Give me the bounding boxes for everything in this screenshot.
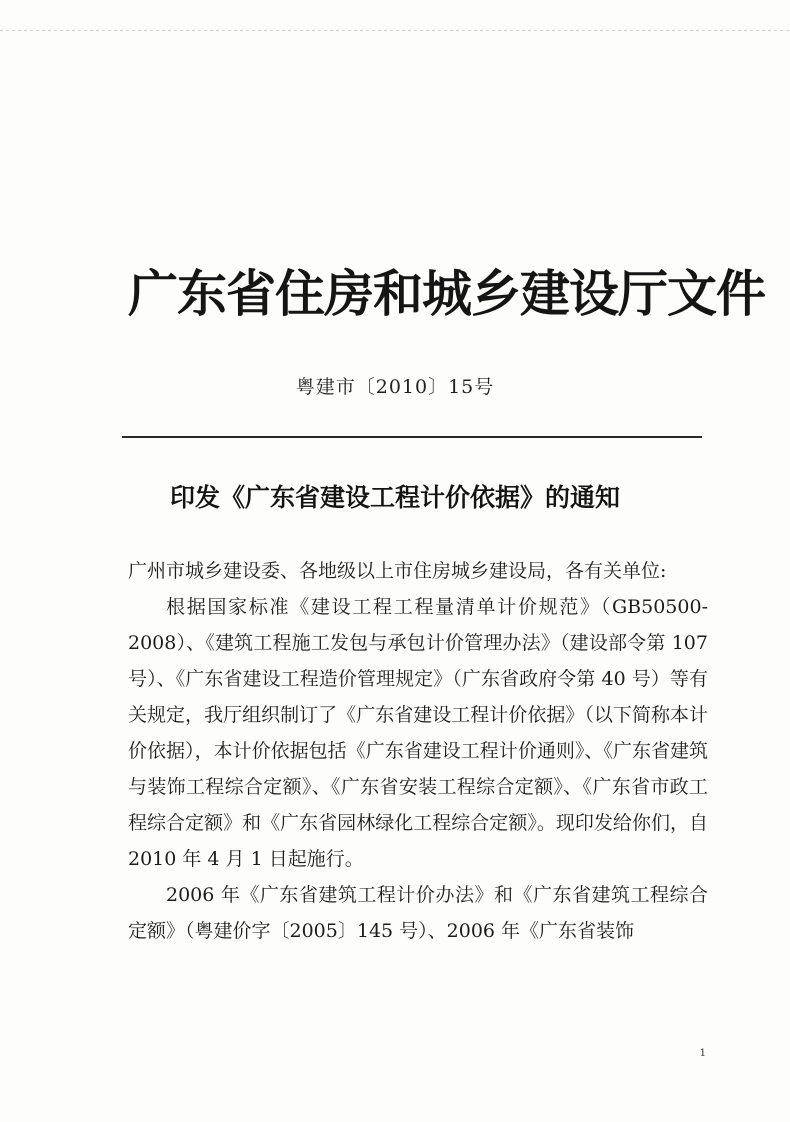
scan-edge-line: [0, 30, 790, 31]
notice-title: 印发《广东省建设工程计价依据》的通知: [169, 483, 620, 512]
paragraph-1: 根据国家标准《建设工程工程量清单计价规范》（GB50500-2008）、《建筑工程施工发包与承包计价管理办法》（建设部令第 107 号）、《广东省建设工程造价管理规定》（广东省政府令第 40 号）等有关规定，我厅组织制订了《广东省建设工程计价依据》（以下简称本计价依据），本计价依据包括《广东省建设工程计价通则》、《广东省建筑与装饰工程综合定额》、《广东省安装工程综合定额》、《广东省市政工程综合定额》和《广东省园林绿化工程综合定额》。现印发给你们，自 2010 年 4 月 1 日起施行。: [128, 596, 708, 870]
addressee: 广州市城乡建设委、各地级以上市住房城乡建设局，各有关单位:: [128, 560, 667, 582]
document-header-title: 广东省住房和城乡建设厅文件: [128, 264, 765, 323]
header-divider: [122, 436, 702, 438]
document-body: [128, 553, 708, 949]
paragraph-2: 2006 年《广东省建筑工程计价办法》和《广东省建筑工程综合定额》（粤建价字〔2005〕145 号）、2006 年《广东省装饰: [128, 884, 708, 942]
page-number: 1: [699, 1048, 706, 1059]
document-number: 粤建市〔2010〕15号: [295, 376, 495, 398]
